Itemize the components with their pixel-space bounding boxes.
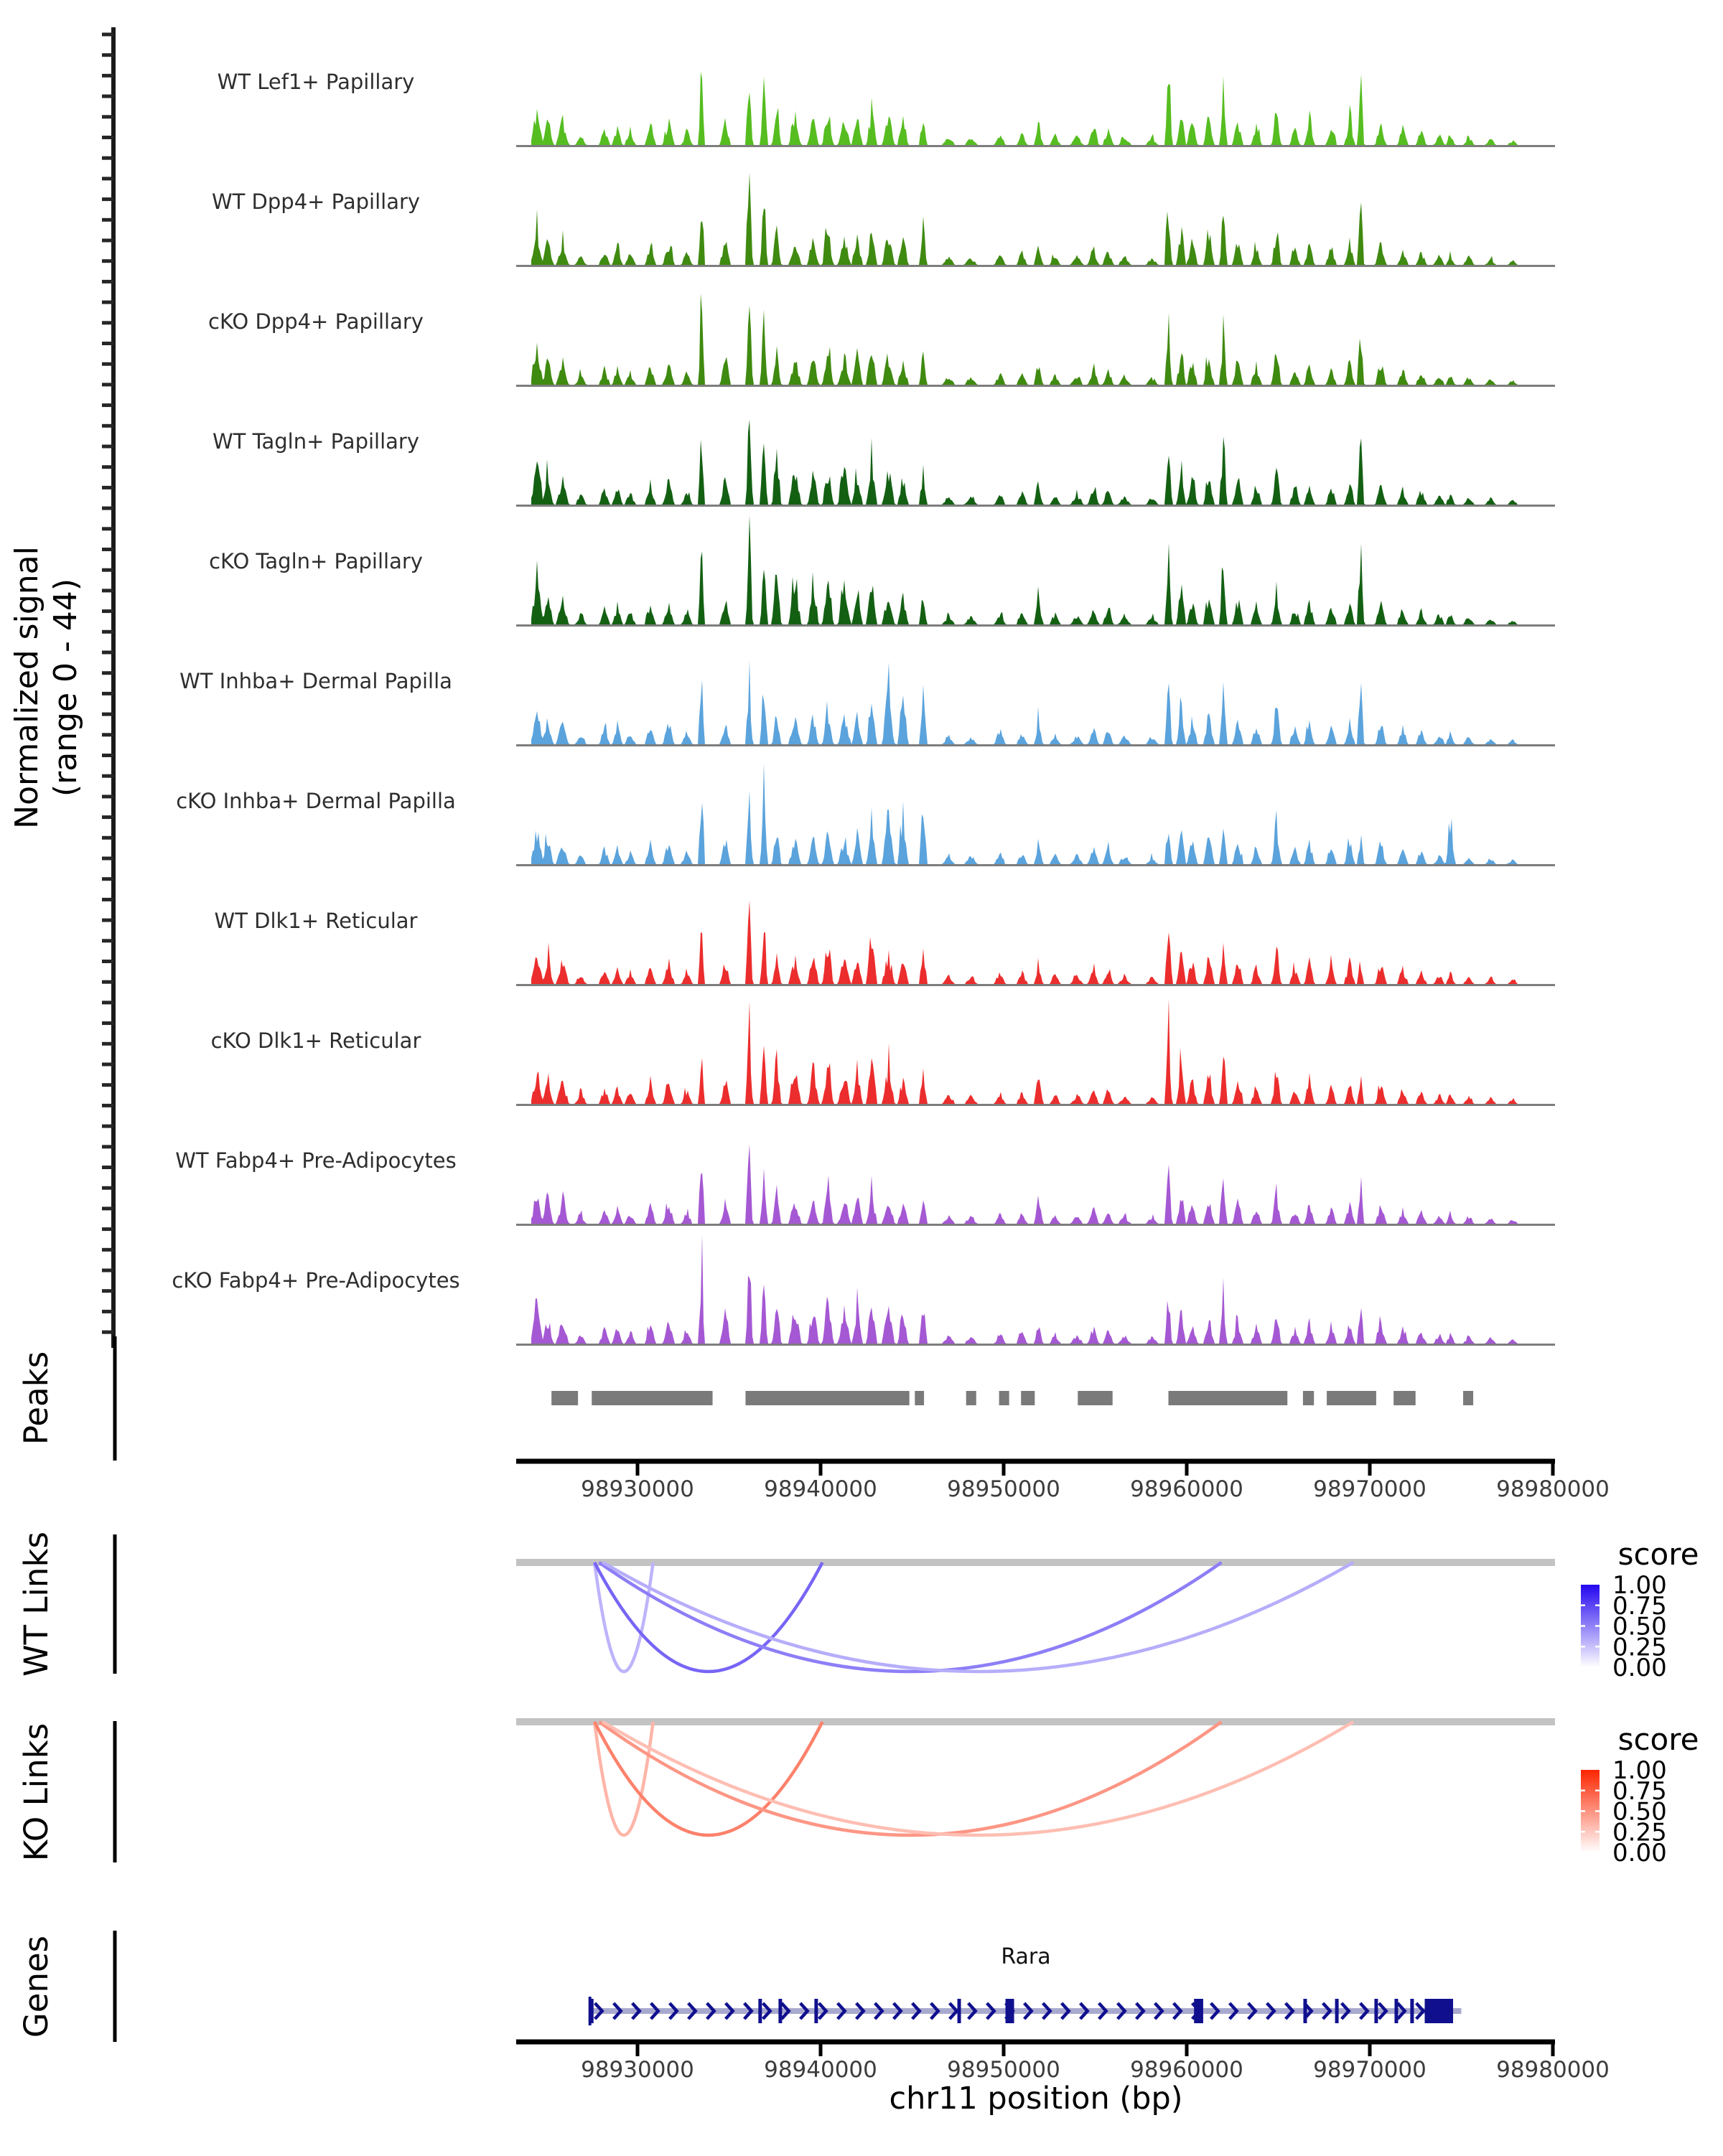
coverage-tracks <box>516 72 1555 1345</box>
coverage-track-3 <box>531 420 1544 505</box>
genome-axis-tick-label: 98930000 <box>581 2057 694 2083</box>
coverage-track-6 <box>531 763 1544 864</box>
coverage-track-1 <box>531 173 1544 265</box>
peaks-panel-label: Peaks <box>17 1351 55 1445</box>
y-axis-label-line1: Normalized signal <box>9 546 45 829</box>
peak-interval <box>915 1391 924 1405</box>
track-label-cko-dpp4: cKO Dpp4+ Papillary <box>208 309 424 334</box>
gene-exon-thin <box>590 1999 594 2023</box>
gene-exon-thick <box>1194 1999 1203 2023</box>
link-arc <box>603 1562 1354 1672</box>
peak-interval <box>551 1391 578 1405</box>
coverage-track-9 <box>531 1144 1544 1224</box>
coverage-track-4 <box>531 515 1544 624</box>
gene-name-rara: Rara <box>1001 1944 1051 1969</box>
track-label-wt-tagln: WT Tagln+ Papillary <box>212 429 420 454</box>
coverage-track-10 <box>531 1234 1544 1344</box>
peaks-track <box>551 1391 1473 1405</box>
x-axis-label: chr11 position (bp) <box>889 2081 1183 2117</box>
peak-interval <box>592 1391 712 1405</box>
score-legend-tick-label: 0.75 <box>1612 1776 1667 1806</box>
gene-exon-thin <box>1374 1999 1378 2023</box>
gene-exon-thin <box>814 1999 818 2023</box>
genes-panel-label: Genes <box>17 1935 55 2038</box>
score-legend-tick-label: 1.00 <box>1612 1756 1667 1785</box>
genome-axis-bottom <box>516 2042 1610 2083</box>
peak-interval <box>1463 1391 1473 1405</box>
coverage-track-5 <box>531 660 1544 744</box>
track-label-cko-dlk1: cKO Dlk1+ Reticular <box>210 1028 421 1053</box>
genome-axis-tick-label: 98950000 <box>947 1476 1060 1502</box>
track-label-cko-inhba: cKO Inhba+ Dermal Papilla <box>176 789 456 813</box>
genome-axis-tick-label: 98970000 <box>1313 2057 1427 2083</box>
track-label-wt-fabp4: WT Fabp4+ Pre-Adipocytes <box>175 1148 457 1173</box>
gene-exon-thin <box>1335 1999 1339 2023</box>
coverage-track-7 <box>531 901 1544 985</box>
track-label-cko-fabp4: cKO Fabp4+ Pre-Adipocytes <box>172 1268 460 1293</box>
track-label-wt-lef1: WT Lef1+ Papillary <box>217 70 415 94</box>
genome-axis-tick-label: 98970000 <box>1313 1476 1427 1502</box>
wt-links-score-legend <box>1581 1537 1699 1682</box>
wt-links-panel-label: WT Links <box>17 1532 55 1677</box>
gene-exon-thin <box>958 1999 961 2023</box>
gene-model <box>590 1997 1462 2025</box>
gene-exon-thick <box>1006 1999 1014 2023</box>
score-legend-tick-label: 0.50 <box>1612 1612 1667 1641</box>
peak-interval <box>1078 1391 1112 1405</box>
genome-axis-tick-label: 98980000 <box>1496 2057 1610 2083</box>
genome-axis-tick-label: 98940000 <box>764 2057 877 2083</box>
genome-axis-tick-label: 98950000 <box>947 2057 1060 2083</box>
peak-interval <box>1327 1391 1376 1405</box>
ko-links-score-legend <box>1581 1722 1699 1867</box>
gene-exon-thin <box>1394 1999 1398 2023</box>
peak-interval <box>1021 1391 1035 1405</box>
coverage-track-0 <box>531 72 1544 145</box>
track-label-wt-dpp4: WT Dpp4+ Papillary <box>211 189 421 214</box>
peak-interval <box>966 1391 976 1405</box>
gene-exon-thin <box>1410 1999 1414 2023</box>
genome-axis-tick-label: 98940000 <box>764 1476 877 1502</box>
peak-interval <box>745 1391 909 1405</box>
track-label-wt-inhba: WT Inhba+ Dermal Papilla <box>179 669 452 693</box>
track-label-cko-tagln: cKO Tagln+ Papillary <box>209 549 423 573</box>
coverage-track-labels <box>172 70 459 1293</box>
score-legend-tick-label: 0.25 <box>1612 1633 1667 1662</box>
gene-exon-thin <box>1303 1999 1307 2023</box>
ko-links-panel-label: KO Links <box>17 1723 55 1862</box>
peak-interval <box>1393 1391 1416 1405</box>
genome-axis-top <box>516 1461 1610 1502</box>
gene-exon-thick <box>1425 1999 1454 2023</box>
ko-score-legend-title: score <box>1617 1722 1699 1757</box>
coverage-track-8 <box>531 999 1544 1104</box>
link-arc <box>603 1722 1354 1835</box>
ko-links-arcs <box>516 1718 1555 1835</box>
y-axis-label-line2: (range 0 - 44) <box>47 578 84 797</box>
peak-interval <box>1169 1391 1288 1405</box>
score-legend-tick-label: 0.00 <box>1612 1839 1667 1867</box>
score-legend-tick-label: 0.25 <box>1612 1818 1667 1847</box>
wt-links-arcs <box>516 1559 1555 1672</box>
genome-axis-tick-label: 98980000 <box>1496 1476 1610 1502</box>
peak-interval <box>1303 1391 1314 1405</box>
wt-score-legend-title: score <box>1617 1537 1699 1572</box>
peak-interval <box>999 1391 1009 1405</box>
score-legend-tick-label: 0.75 <box>1612 1591 1667 1621</box>
score-legend-tick-label: 1.00 <box>1612 1571 1667 1600</box>
gene-exon-thin <box>758 1999 762 2023</box>
score-legend-tick-label: 0.00 <box>1612 1654 1667 1682</box>
genome-axis-tick-label: 98930000 <box>581 1476 694 1502</box>
coverage-track-2 <box>531 294 1544 385</box>
score-legend-tick-label: 0.50 <box>1612 1797 1667 1827</box>
genome-axis-tick-label: 98960000 <box>1130 1476 1243 1502</box>
signal-y-axis <box>102 27 113 1348</box>
gene-exon-thin <box>778 1999 782 2023</box>
genome-axis-tick-label: 98960000 <box>1130 2057 1243 2083</box>
track-label-wt-dlk1: WT Dlk1+ Reticular <box>214 909 418 933</box>
